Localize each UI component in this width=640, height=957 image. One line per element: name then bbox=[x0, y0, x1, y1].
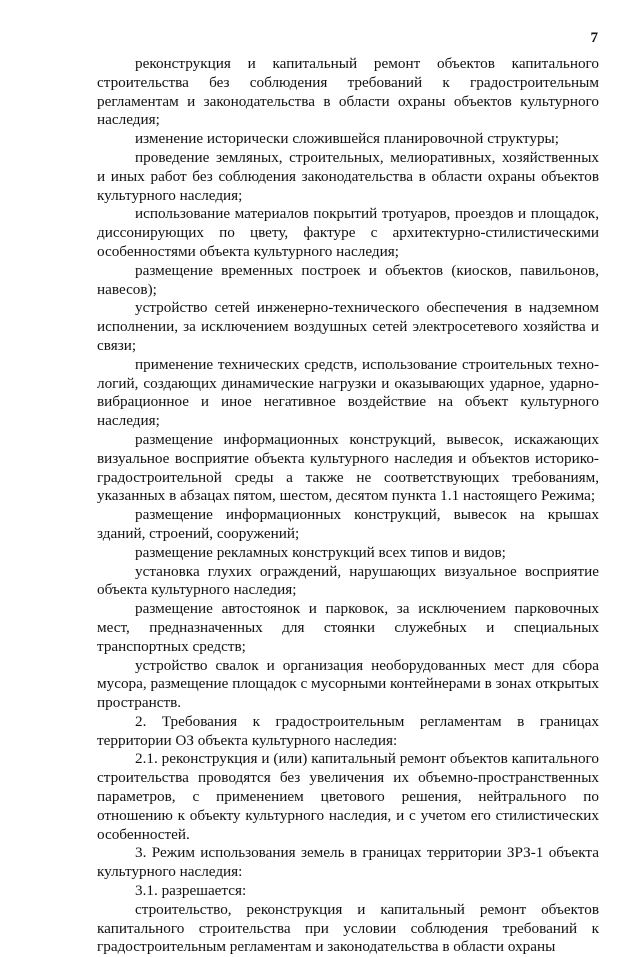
paragraph: устройство свалок и организация необорудованных мест для сбора мусора, размещение площадок с мусорными контейнерами в зонах открытых пространств. bbox=[97, 656, 599, 712]
document-body bbox=[97, 55, 599, 957]
paragraph: устройство сетей инженерно-технического обеспечения в надземном исполнении, за исключением воздушных сетей электросетевого хозяйства и связи; bbox=[97, 299, 599, 354]
subsection-heading: 3.1. разрешается: bbox=[135, 882, 247, 900]
paragraph: применение технических средств, использование строительных технологий, создающих динамические нагрузки и оказывающих ударное, ударно-вибрационное и иное негативное воздействие на объект культурного наследия; bbox=[97, 355, 599, 430]
paragraph: 2.1. реконструкция и (или) капитальный ремонт объектов капитального строительства проводятся без увеличения их объемно-пространственных параметров, с применением цветового решения, нейтрального по отношению к объекту культурного наследия, и с учетом его стилистических особенностей. bbox=[97, 750, 599, 843]
paragraph: размещение информационных конструкций, вывесок на крышах зданий, строений, сооружений; bbox=[97, 506, 599, 542]
paragraph: реконструкция и капитальный ремонт объектов капитального строительства без соблюдения требований к градостроительным регламентам и законодательства в области охраны объектов культурного наследия; bbox=[97, 55, 599, 129]
paragraph: установка глухих ограждений, нарушающих визуальное восприятие объекта культурного наследия; bbox=[97, 562, 599, 599]
page-number: 7 bbox=[590, 30, 598, 46]
paragraph: размещение временных построек и объектов (киосков, павильонов, навесов); bbox=[97, 261, 599, 298]
paragraph: использование материалов покрытий тротуаров, проездов и площадок, диссонирующих по цвету, фактуре с архитектурно-стилистическими особенностями объекта культурного наследия; bbox=[97, 205, 599, 260]
section-heading: 2. Требования к градостроительным регламентам в границах территории ОЗ объекта культурного наследия: bbox=[97, 712, 599, 749]
paragraph: размещение информационных конструкций, вывесок, искажающих визуальное восприятие объекта культурного наследия и объектов историко-градостроительной среды а также не соответствующих требованиям, указанных в абзацах пятом, шестом, десятом пункта 1.1 настоящего Режима; bbox=[97, 430, 599, 505]
paragraph: изменение исторически сложившейся планировочной структуры; bbox=[135, 130, 559, 148]
section-heading: 3. Режим использования земель в границах территории ЗРЗ-1 объекта культурного наследия: bbox=[97, 844, 599, 881]
paragraph: размещение рекламных конструкций всех типов и видов; bbox=[135, 543, 506, 561]
paragraph: строительство, реконструкция и капитальный ремонт объектов капитального строительства при условии соблюдения требований к градостроительным регламентам и законодательства в области охраны bbox=[97, 900, 599, 956]
paragraph: размещение автостоянок и парковок, за исключением парковочных мест, предназначенных для стоянки служебных и специальных транспортных средств; bbox=[97, 600, 599, 655]
paragraph: проведение земляных, строительных, мелиоративных, хозяйственных и иных работ без соблюдения законодательства в области охраны объектов культурного наследия; bbox=[97, 148, 599, 204]
